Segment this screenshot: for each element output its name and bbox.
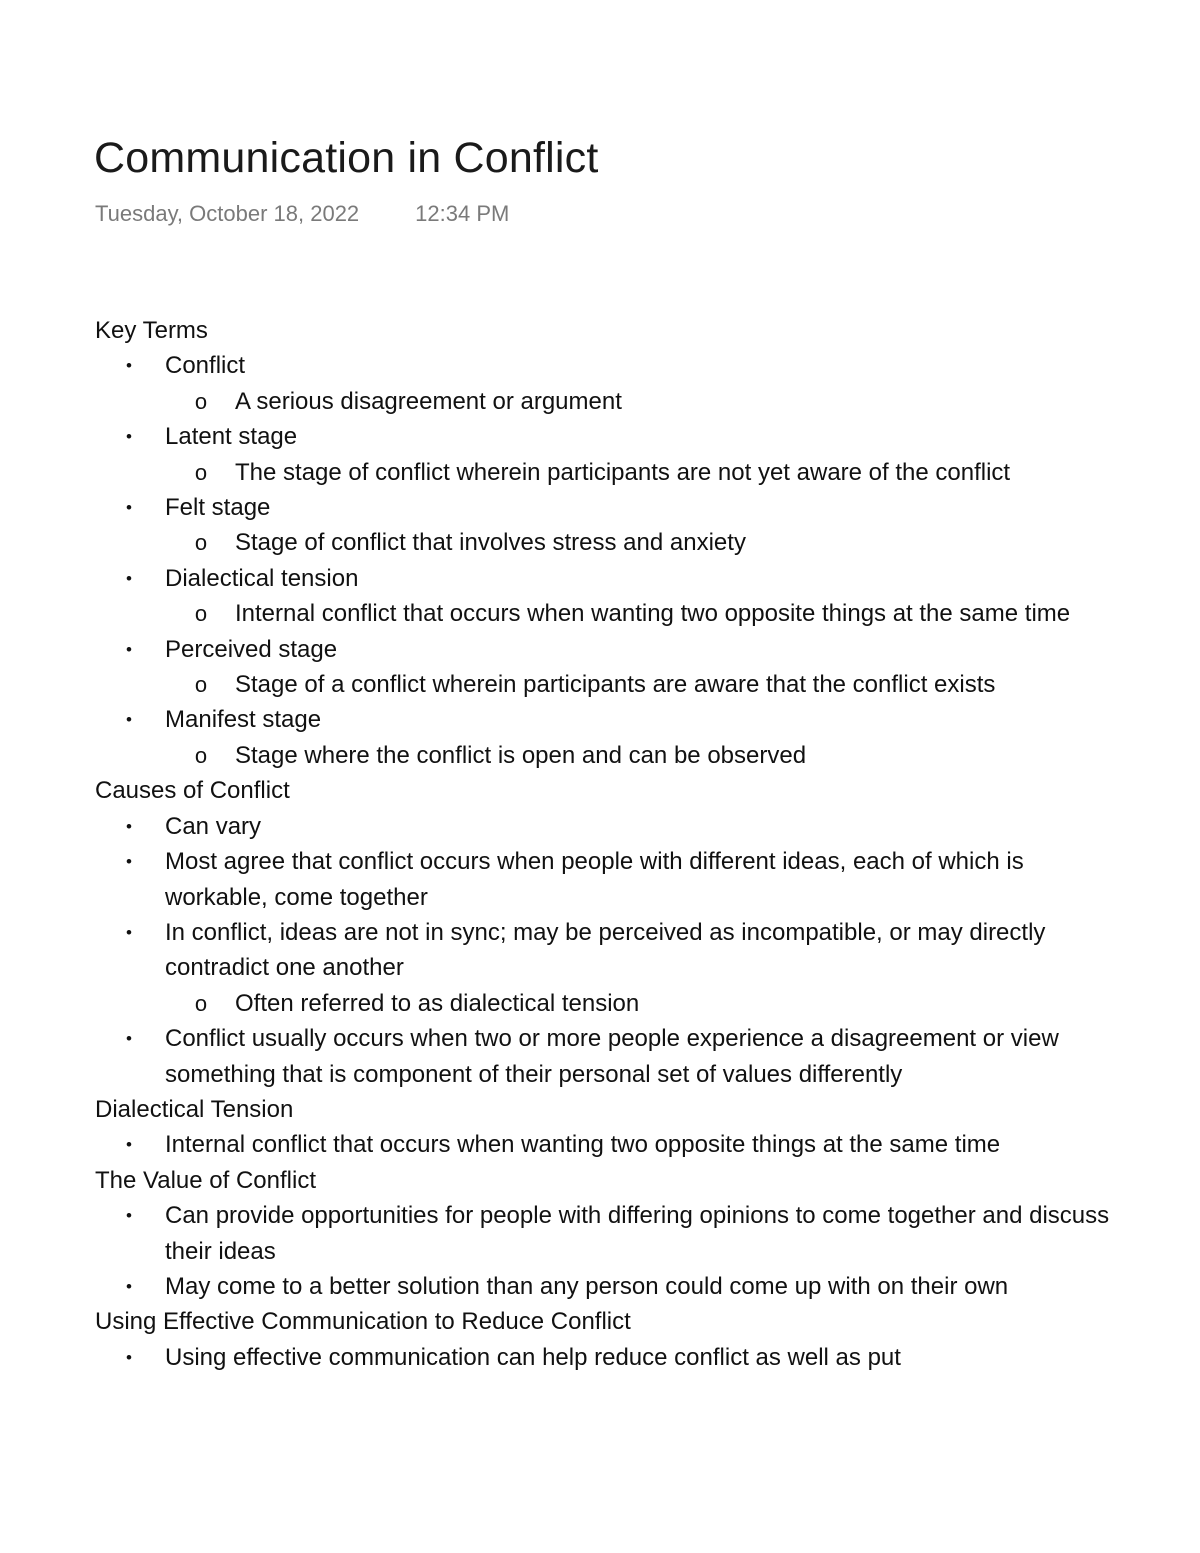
list-item-text: Can provide opportunities for people with differing opinions to come together and discuss their ideas xyxy=(165,1202,1110,1265)
sub-list-item-text: The stage of conflict wherein participants are not yet aware of the conflict xyxy=(235,458,1011,486)
list-item-text: Conflict usually occurs when two or more people experience a disagreement or view something that is component of their personal set of values differently xyxy=(165,1025,1059,1088)
bullet-icon: • xyxy=(126,427,132,447)
bullet-icon: • xyxy=(126,1347,132,1367)
sub-list-item xyxy=(95,455,1115,490)
list-item xyxy=(95,632,1115,667)
page-title: Communication in Conflict xyxy=(94,134,599,182)
bullet-icon: • xyxy=(126,1135,132,1155)
list-item-text: In conflict, ideas are not in sync; may be perceived as incompatible, or may directly contradict one another xyxy=(165,918,1046,982)
section-heading-value: The Value of Conflict xyxy=(95,1166,317,1194)
bullet-icon: • xyxy=(126,639,132,659)
sub-list-item xyxy=(95,525,1115,560)
sub-bullet-icon: o xyxy=(194,672,208,698)
sub-list-item-text: Often referred to as dialectical tension xyxy=(235,989,640,1017)
sub-bullet-icon: o xyxy=(194,388,208,414)
list-item-text: Using effective communication can help reduce conflict as well as put xyxy=(165,1343,901,1371)
note-time: 12:34 PM xyxy=(415,201,510,226)
sub-bullet-icon: o xyxy=(194,601,208,627)
list-item-text: Conflict xyxy=(165,352,246,380)
note-body xyxy=(95,313,1115,1375)
sub-list-item-text: Stage of conflict that involves stress and anxiety xyxy=(235,529,746,557)
list-item xyxy=(95,1198,1115,1269)
sub-list-item-text: Internal conflict that occurs when wanting two opposite things at the same time xyxy=(235,600,1071,628)
list-item xyxy=(95,348,1115,383)
sub-list-item-text: Stage of a conflict wherein participants are aware that the conflict exists xyxy=(235,671,996,699)
section-heading-causes: Causes of Conflict xyxy=(95,777,290,805)
sub-bullet-icon: o xyxy=(194,742,208,768)
bullet-icon: • xyxy=(126,1029,132,1049)
list-item-text: Internal conflict that occurs when wanting two opposite things at the same time xyxy=(165,1131,1001,1159)
list-item xyxy=(95,1021,1115,1092)
bullet-icon: • xyxy=(126,710,132,730)
bullet-icon: • xyxy=(126,356,132,376)
list-item xyxy=(95,561,1115,596)
list-item xyxy=(95,1340,1115,1375)
list-item xyxy=(95,1127,1115,1162)
list-item-text: Can vary xyxy=(165,812,262,840)
list-item xyxy=(95,809,1115,844)
list-item-text: May come to a better solution than any person could come up with on their own xyxy=(165,1272,1009,1300)
section-heading-dialectical-tension: Dialectical Tension xyxy=(95,1095,294,1123)
section-heading-key-terms: Key Terms xyxy=(95,317,208,344)
sub-bullet-icon: o xyxy=(194,530,208,556)
list-item xyxy=(95,844,1115,915)
sub-list-item xyxy=(95,667,1115,702)
list-item xyxy=(95,702,1115,737)
sub-list-item xyxy=(95,738,1115,773)
section-heading-effective-communication: Using Effective Communication to Reduce Conflict xyxy=(95,1308,631,1336)
list-item-text: Manifest stage xyxy=(165,706,322,734)
list-item-text: Latent stage xyxy=(165,423,298,451)
bullet-icon: • xyxy=(126,816,132,836)
bullet-icon: • xyxy=(126,568,132,588)
sub-list-item xyxy=(95,384,1115,419)
list-item xyxy=(95,490,1115,525)
bullet-icon: • xyxy=(126,1206,132,1226)
list-item-text: Dialectical tension xyxy=(165,564,359,592)
list-item-text: Felt stage xyxy=(165,494,271,522)
sub-list-item xyxy=(95,986,1115,1021)
list-item xyxy=(95,915,1115,986)
sub-list-item-text: A serious disagreement or argument xyxy=(235,387,622,415)
bullet-icon: • xyxy=(126,498,132,518)
list-item-text: Most agree that conflict occurs when people with different ideas, each of which is workable, come together xyxy=(165,848,1024,911)
sub-list-item-text: Stage where the conflict is open and can be observed xyxy=(235,741,807,769)
list-item xyxy=(95,419,1115,454)
bullet-icon: • xyxy=(126,852,132,872)
list-item xyxy=(95,1269,1115,1304)
sub-list-item xyxy=(95,596,1115,631)
bullet-icon: • xyxy=(126,922,132,942)
list-item-text: Perceived stage xyxy=(165,635,338,663)
sub-bullet-icon: o xyxy=(194,990,208,1016)
bullet-icon: • xyxy=(126,1276,132,1296)
sub-bullet-icon: o xyxy=(194,459,208,485)
note-timestamp xyxy=(95,199,509,229)
note-date: Tuesday, October 18, 2022 xyxy=(95,201,360,226)
